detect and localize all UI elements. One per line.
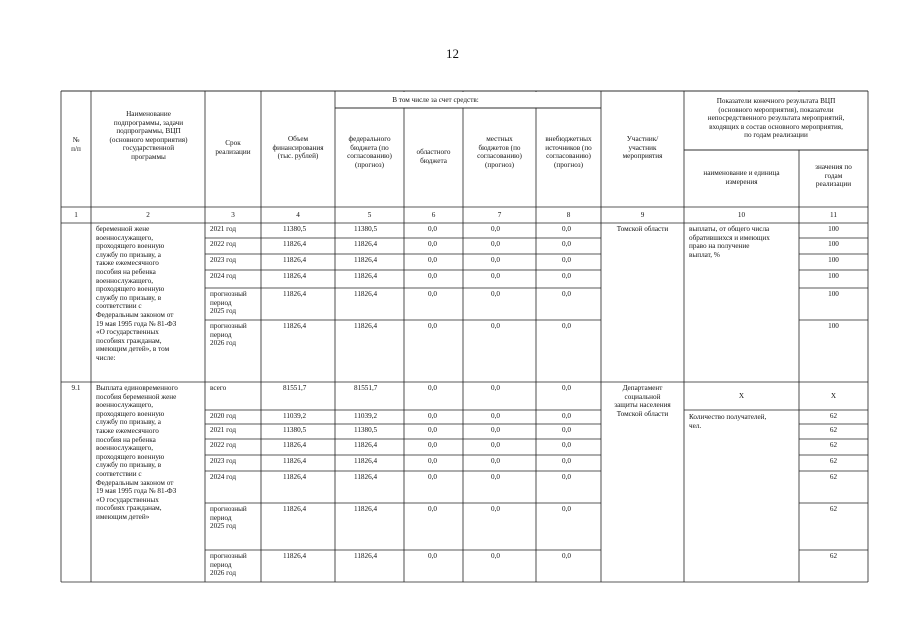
block2-regional: 0,0 bbox=[428, 412, 437, 420]
block2-federal: 11826,4 bbox=[354, 505, 378, 513]
header-federal: федерального бюджета (по согласованию) (прогноз) bbox=[347, 135, 392, 169]
block1-volume: 11826,4 bbox=[283, 272, 307, 280]
block1-value: 100 bbox=[828, 272, 839, 280]
header-extrabudget: внебюджетных источников (по согласованию) (прогноз) bbox=[545, 135, 592, 169]
column-number: 7 bbox=[497, 211, 502, 219]
block2-value: 62 bbox=[829, 473, 838, 481]
column-number: 10 bbox=[737, 211, 746, 219]
block2-no: 9.1 bbox=[71, 384, 81, 392]
block2-name: Выплата единовременного пособия беременной жене военнослужащего, проходящего военную службу по призыву, а также ежемесячного пособия на ребенка военнослужащего, проходящего военную службу по призыву, в соответствии с Федеральным законом от 19 мая 1995 года № 81-ФЗ «О государственных пособиях гражданам, имеющим детей» bbox=[96, 384, 178, 521]
block1-name: беременной жене военнослужащего, проходящего военную службу по призыву, а также ежемесячного пособия на ребенка военнослужащего, проходящего военную службу по призыву, в соответствии с Федеральным законом от 19 мая 1995 года № 81-ФЗ «О государственных пособиях гражданам, имеющим детей», в том числе: bbox=[96, 225, 177, 362]
block2-volume: 11826,4 bbox=[283, 473, 307, 481]
block2-local: 0,0 bbox=[491, 384, 500, 392]
column-number: 3 bbox=[231, 211, 235, 219]
block1-term: 2021 год bbox=[210, 225, 236, 233]
block2-federal: 11826,4 bbox=[354, 457, 378, 465]
block1-local: 0,0 bbox=[491, 272, 500, 280]
header-no: № п/п bbox=[71, 136, 81, 153]
block2-term: прогнозный период 2025 год bbox=[210, 505, 247, 531]
block1-participant: Томской области bbox=[616, 225, 669, 233]
block1-federal: 11380,5 bbox=[354, 225, 378, 233]
block2-value: 62 bbox=[829, 552, 838, 560]
block2-regional: 0,0 bbox=[428, 384, 437, 392]
column-number: 6 bbox=[431, 211, 436, 219]
block2-term: 2024 год bbox=[210, 473, 236, 481]
block2-extra: 0,0 bbox=[562, 505, 571, 513]
block1-federal: 11826,4 bbox=[354, 256, 378, 264]
block1-term: прогнозный период 2025 год bbox=[210, 290, 247, 316]
block2-regional: 0,0 bbox=[428, 505, 437, 513]
column-number: 8 bbox=[566, 211, 571, 219]
block2-extra: 0,0 bbox=[562, 473, 571, 481]
block2-local: 0,0 bbox=[491, 473, 500, 481]
block2-local: 0,0 bbox=[491, 552, 500, 560]
block1-local: 0,0 bbox=[491, 322, 500, 330]
block2-federal: 11826,4 bbox=[354, 441, 378, 449]
block2-value: 62 bbox=[829, 505, 838, 513]
block2-value: 62 bbox=[829, 457, 838, 465]
block1-extra: 0,0 bbox=[562, 256, 571, 264]
block1-extra: 0,0 bbox=[562, 290, 571, 298]
block2-value: 62 bbox=[829, 426, 838, 434]
header-participant: Участник/ участник мероприятия bbox=[622, 135, 663, 161]
block2-volume: 11826,4 bbox=[283, 441, 307, 449]
column-number: 4 bbox=[296, 211, 300, 219]
block2-volume: 11039,2 bbox=[283, 412, 307, 420]
block2-regional: 0,0 bbox=[428, 473, 437, 481]
block2-volume: 81551,7 bbox=[283, 384, 307, 392]
block1-extra: 0,0 bbox=[562, 322, 571, 330]
block1-local: 0,0 bbox=[491, 290, 500, 298]
block1-value: 100 bbox=[828, 240, 839, 248]
block1-federal: 11826,4 bbox=[354, 272, 378, 280]
header-including: В том числе за счет средств: bbox=[392, 96, 479, 104]
block1-value: 100 bbox=[828, 225, 839, 233]
block1-regional: 0,0 bbox=[428, 225, 437, 233]
block1-volume: 11826,4 bbox=[283, 322, 307, 330]
block1-volume: 11826,4 bbox=[283, 256, 307, 264]
block2-federal: 81551,7 bbox=[354, 384, 378, 392]
block1-value: 100 bbox=[828, 290, 839, 298]
column-number: 1 bbox=[74, 211, 78, 219]
block1-term: 2022 год bbox=[210, 240, 236, 248]
block2-volume: 11826,4 bbox=[283, 552, 307, 560]
block2-local: 0,0 bbox=[491, 412, 500, 420]
block1-volume: 11826,4 bbox=[283, 290, 307, 298]
block1-regional: 0,0 bbox=[428, 256, 437, 264]
block2-federal: 11826,4 bbox=[354, 552, 378, 560]
block2-value: 62 bbox=[829, 412, 838, 420]
block2-extra: 0,0 bbox=[562, 384, 571, 392]
block1-term: 2024 год bbox=[210, 272, 236, 280]
block2-volume: 11826,4 bbox=[283, 457, 307, 465]
block2-term: 2021 год bbox=[210, 426, 236, 434]
block1-federal: 11826,4 bbox=[354, 322, 378, 330]
block1-extra: 0,0 bbox=[562, 225, 571, 233]
block1-term: прогнозный период 2026 год bbox=[210, 322, 247, 348]
block2-federal: 11039,2 bbox=[354, 412, 378, 420]
block2-regional: 0,0 bbox=[428, 552, 437, 560]
header-ind-name: наименование и единица измерения bbox=[703, 169, 780, 186]
block1-volume: 11380,5 bbox=[283, 225, 307, 233]
block1-value: 100 bbox=[828, 322, 839, 330]
block2-value: 62 bbox=[829, 441, 838, 449]
header-local: местных бюджетов (по согласованию) (прогноз) bbox=[477, 135, 522, 169]
block1-local: 0,0 bbox=[491, 256, 500, 264]
block2-federal: 11380,5 bbox=[354, 426, 378, 434]
block2-regional: 0,0 bbox=[428, 426, 437, 434]
block2-extra: 0,0 bbox=[562, 412, 571, 420]
header-volume: Объем финансирования (тыс. рублей) bbox=[272, 135, 324, 161]
header-regional: областного бюджета bbox=[416, 148, 451, 165]
block1-local: 0,0 bbox=[491, 240, 500, 248]
block1-federal: 11826,4 bbox=[354, 290, 378, 298]
block2-local: 0,0 bbox=[491, 457, 500, 465]
block2-total-ind-value: X bbox=[830, 392, 837, 400]
block1-volume: 11826,4 bbox=[283, 240, 307, 248]
header-term: Срок реализации bbox=[215, 139, 251, 156]
block2-extra: 0,0 bbox=[562, 552, 571, 560]
block2-extra: 0,0 bbox=[562, 441, 571, 449]
column-number: 9 bbox=[640, 211, 645, 219]
block2-participant: Департамент социальной защиты населения Томской области bbox=[614, 384, 671, 418]
block2-term: 2023 год bbox=[210, 457, 236, 465]
page-number: 12 bbox=[446, 46, 459, 61]
block1-value: 100 bbox=[828, 256, 839, 264]
block1-local: 0,0 bbox=[491, 225, 500, 233]
column-number: 2 bbox=[146, 211, 150, 219]
column-number: 11 bbox=[830, 211, 837, 219]
block2-local: 0,0 bbox=[491, 426, 500, 434]
column-number: 5 bbox=[367, 211, 372, 219]
block2-extra: 0,0 bbox=[562, 426, 571, 434]
block2-term: 2022 год bbox=[210, 441, 236, 449]
block1-regional: 0,0 bbox=[428, 322, 437, 330]
block1-term: 2023 год bbox=[210, 256, 236, 264]
block2-term: 2020 год bbox=[210, 412, 236, 420]
block2-term: прогнозный период 2026 год bbox=[210, 552, 247, 578]
header-ind-value: значения по годам реализации bbox=[815, 163, 852, 189]
block2-indicator: Количество получателей, чел. bbox=[689, 413, 767, 430]
block1-regional: 0,0 bbox=[428, 240, 437, 248]
header-name: Наименование подпрограммы, задачи подпрограммы, ВЦП (основного мероприятия) государственной программы bbox=[109, 110, 188, 161]
block2-local: 0,0 bbox=[491, 441, 500, 449]
header-indicators: Показатели конечного результата ВЦП (основного мероприятия), показатели непосредственного результата мероприятий, входящих в состав основного мероприятия, по годам реализации bbox=[707, 97, 845, 140]
block1-extra: 0,0 bbox=[562, 240, 571, 248]
block2-volume: 11826,4 bbox=[283, 505, 307, 513]
block1-indicator: выплаты, от общего числа обратившихся и имеющих право на получение выплат, % bbox=[689, 225, 770, 259]
block2-local: 0,0 bbox=[491, 505, 500, 513]
block1-regional: 0,0 bbox=[428, 290, 437, 298]
block2-regional: 0,0 bbox=[428, 457, 437, 465]
block2-term: всего bbox=[210, 384, 227, 392]
block2-federal: 11826,4 bbox=[354, 473, 378, 481]
block2-extra: 0,0 bbox=[562, 457, 571, 465]
block2-total-ind-name: X bbox=[738, 392, 745, 400]
block1-extra: 0,0 bbox=[562, 272, 571, 280]
block1-federal: 11826,4 bbox=[354, 240, 378, 248]
block2-regional: 0,0 bbox=[428, 441, 437, 449]
block1-regional: 0,0 bbox=[428, 272, 437, 280]
block2-volume: 11380,5 bbox=[283, 426, 307, 434]
